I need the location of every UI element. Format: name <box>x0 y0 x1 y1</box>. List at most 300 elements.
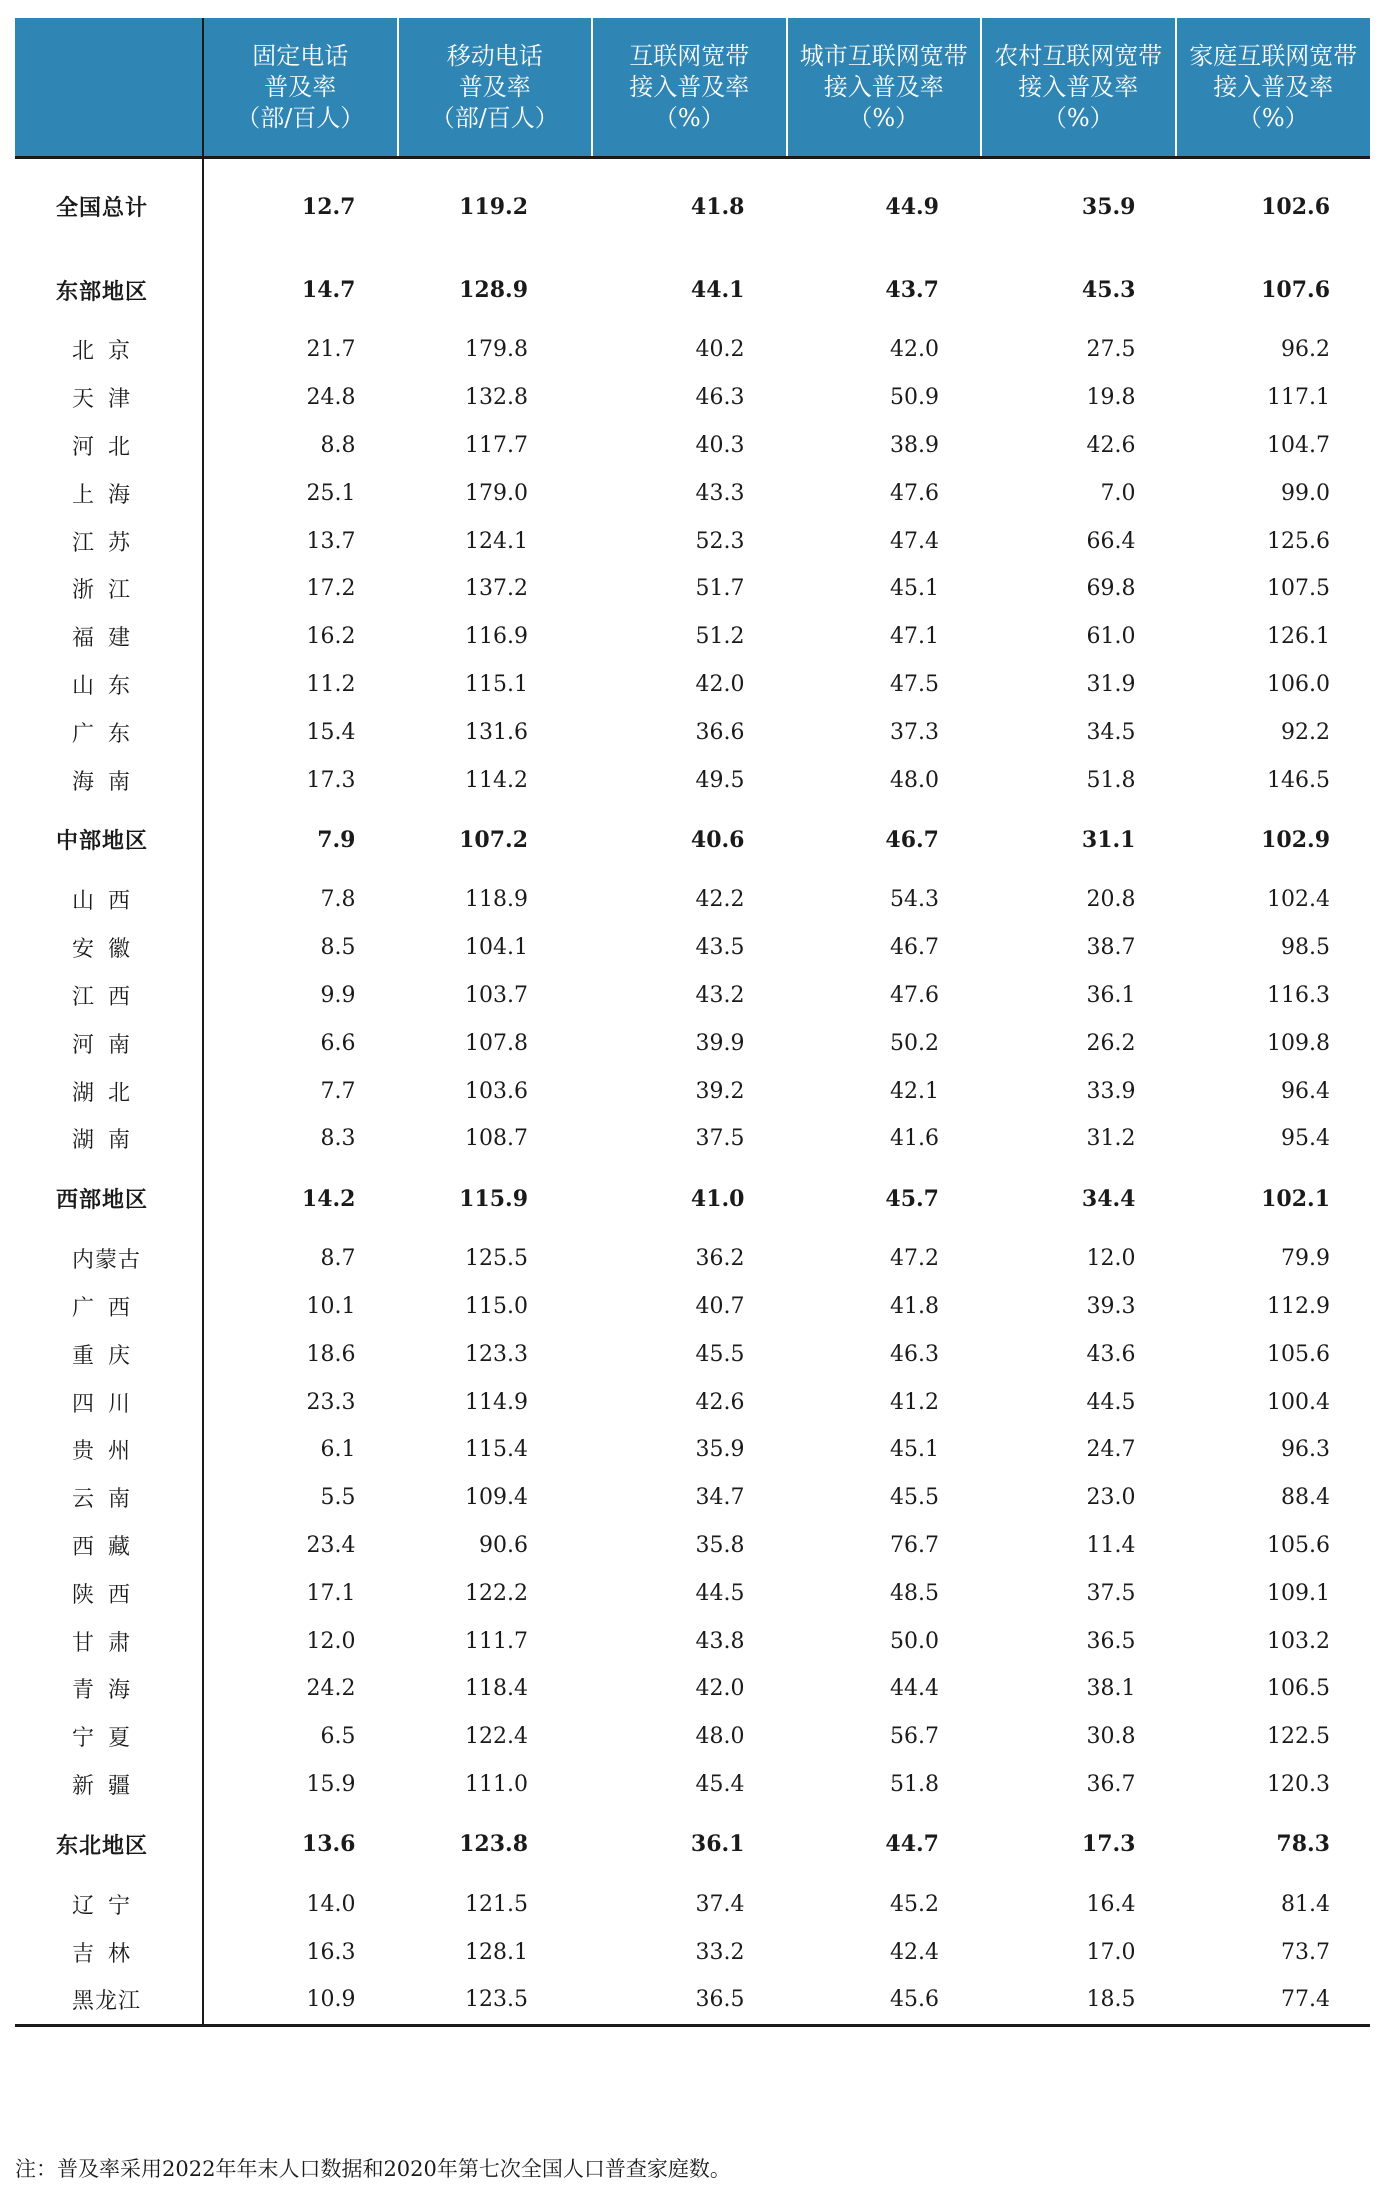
value-cell: 35.9 <box>695 1437 745 1463</box>
value-cell: 132.8 <box>465 385 528 411</box>
value-cell: 38.1 <box>1086 1676 1136 1702</box>
value-cell: 102.4 <box>1267 887 1330 913</box>
value-cell: 103.7 <box>465 982 528 1008</box>
region-name-cell: 贵州 <box>15 1426 203 1474</box>
value-cell: 5.5 <box>320 1485 356 1511</box>
region-name-cell: 陕西 <box>15 1569 203 1617</box>
value-cell: 99.0 <box>1281 480 1330 506</box>
value-cell: 7.8 <box>320 887 356 913</box>
region-name-cell: 广东 <box>15 708 203 756</box>
value-cell: 112.9 <box>1267 1293 1330 1319</box>
header-line: 接入普及率 <box>823 72 944 101</box>
value-cell: 37.3 <box>890 719 939 745</box>
value-cell: 42.4 <box>890 1939 939 1965</box>
value-cell: 37.5 <box>695 1126 745 1152</box>
value-cell: 43.5 <box>695 935 745 961</box>
header-rural-broadband <box>981 18 1176 158</box>
header-line: （部/百人） <box>236 103 365 132</box>
value-cell: 40.7 <box>695 1293 745 1319</box>
value-cell: 6.6 <box>320 1030 356 1056</box>
value-cell: 120.3 <box>1267 1771 1330 1797</box>
value-cell: 77.4 <box>1176 1976 1371 2025</box>
header-line: 普及率 <box>264 72 337 101</box>
value-cell: 36.6 <box>695 719 745 745</box>
value-cell: 102.9 <box>1261 826 1330 853</box>
value-cell: 126.1 <box>1267 624 1330 650</box>
value-cell: 44.5 <box>695 1580 745 1606</box>
region-name-cell: 青海 <box>15 1665 203 1713</box>
value-cell: 116.9 <box>465 624 528 650</box>
value-cell: 52.3 <box>695 528 745 554</box>
province-row <box>15 613 1370 661</box>
header-line: （%） <box>848 103 920 132</box>
province-row <box>15 374 1370 422</box>
value-cell: 33.2 <box>695 1939 745 1965</box>
value-cell: 15.9 <box>306 1771 356 1797</box>
value-cell: 51.8 <box>1086 767 1136 793</box>
header-fixed-phone <box>203 18 398 158</box>
value-cell: 46.3 <box>890 1341 939 1367</box>
header-broadband <box>592 18 787 158</box>
value-cell: 117.1 <box>1267 385 1330 411</box>
value-cell: 61.0 <box>1086 624 1136 650</box>
value-cell: 45.7 <box>885 1185 939 1212</box>
value-cell: 21.7 <box>306 337 356 363</box>
value-cell: 122.5 <box>1267 1724 1330 1750</box>
value-cell: 39.3 <box>1086 1293 1136 1319</box>
value-cell: 23.0 <box>1086 1485 1136 1511</box>
value-cell: 41.8 <box>890 1293 939 1319</box>
value-cell: 39.9 <box>695 1030 745 1056</box>
province-row <box>15 708 1370 756</box>
value-cell: 47.6 <box>890 480 939 506</box>
value-cell: 10.9 <box>203 1976 398 2025</box>
value-cell: 20.8 <box>1086 887 1136 913</box>
value-cell: 41.0 <box>690 1185 745 1212</box>
value-cell: 8.3 <box>320 1126 356 1152</box>
region-name-cell: 辽宁 <box>15 1880 203 1928</box>
value-cell: 115.4 <box>465 1437 528 1463</box>
region-name-cell: 重庆 <box>15 1330 203 1378</box>
value-cell: 111.7 <box>465 1628 528 1654</box>
region-name-cell: 河南 <box>15 1019 203 1067</box>
region-group-row <box>15 1808 1370 1880</box>
value-cell: 117.7 <box>465 432 528 458</box>
province-row <box>15 565 1370 613</box>
value-cell: 115.0 <box>465 1293 528 1319</box>
province-row <box>15 1928 1370 1976</box>
value-cell: 44.7 <box>885 1831 939 1858</box>
value-cell: 36.1 <box>1086 982 1136 1008</box>
value-cell: 51.7 <box>695 576 745 602</box>
province-row <box>15 924 1370 972</box>
region-name-cell: 山东 <box>15 661 203 709</box>
header-row <box>15 18 1370 158</box>
value-cell: 7.0 <box>1100 480 1136 506</box>
value-cell: 119.2 <box>459 193 528 220</box>
value-cell: 109.4 <box>465 1485 528 1511</box>
province-row <box>15 1378 1370 1426</box>
value-cell: 115.9 <box>459 1185 528 1212</box>
value-cell: 12.0 <box>1086 1246 1136 1272</box>
value-cell: 24.8 <box>306 385 356 411</box>
value-cell: 42.0 <box>695 1676 745 1702</box>
value-cell: 45.4 <box>695 1771 745 1797</box>
value-cell: 16.4 <box>1086 1891 1136 1917</box>
header-line: 农村互联网宽带 <box>994 41 1163 70</box>
province-row <box>15 1569 1370 1617</box>
value-cell: 45.1 <box>890 1437 939 1463</box>
value-cell: 17.3 <box>1081 1831 1136 1858</box>
value-cell: 114.9 <box>465 1389 528 1415</box>
province-row <box>15 1235 1370 1283</box>
value-cell: 73.7 <box>1281 1939 1330 1965</box>
region-name-cell: 福建 <box>15 613 203 661</box>
value-cell: 50.9 <box>890 385 939 411</box>
value-cell: 36.5 <box>1086 1628 1136 1654</box>
region-name-cell: 中部地区 <box>15 804 203 876</box>
value-cell: 18.5 <box>981 1976 1176 2025</box>
value-cell: 108.7 <box>465 1126 528 1152</box>
value-cell: 123.8 <box>459 1831 528 1858</box>
value-cell: 12.7 <box>301 193 356 220</box>
value-cell: 76.7 <box>890 1532 939 1558</box>
value-cell: 131.6 <box>465 719 528 745</box>
region-name-cell: 甘肃 <box>15 1617 203 1665</box>
value-cell: 88.4 <box>1281 1485 1330 1511</box>
value-cell: 50.2 <box>890 1030 939 1056</box>
value-cell: 17.3 <box>306 767 356 793</box>
value-cell: 50.0 <box>890 1628 939 1654</box>
value-cell: 25.1 <box>306 480 356 506</box>
value-cell: 106.0 <box>1267 671 1330 697</box>
header-mobile-phone <box>398 18 593 158</box>
province-row <box>15 1761 1370 1809</box>
value-cell: 47.6 <box>890 982 939 1008</box>
value-cell: 45.1 <box>890 576 939 602</box>
value-cell: 7.7 <box>320 1078 356 1104</box>
table-footnote: 注：普及率采用2022年年末人口数据和2020年第七次全国人口普查家庭数。 <box>15 2157 731 2181</box>
value-cell: 104.7 <box>1267 432 1330 458</box>
value-cell: 39.2 <box>695 1078 745 1104</box>
value-cell: 41.8 <box>690 193 745 220</box>
value-cell: 123.5 <box>398 1976 593 2025</box>
value-cell: 24.7 <box>1086 1437 1136 1463</box>
value-cell: 98.5 <box>1281 935 1330 961</box>
value-cell: 114.2 <box>465 767 528 793</box>
value-cell: 36.2 <box>695 1246 745 1272</box>
province-row <box>15 1283 1370 1331</box>
header-line: 家庭互联网宽带 <box>1189 41 1358 70</box>
value-cell: 14.0 <box>306 1891 356 1917</box>
region-name-cell: 宁夏 <box>15 1713 203 1761</box>
table-header <box>15 18 1370 158</box>
region-name-cell: 海南 <box>15 756 203 804</box>
value-cell: 10.1 <box>306 1293 356 1319</box>
region-name-cell: 新疆 <box>15 1761 203 1809</box>
value-cell: 7.9 <box>317 826 356 853</box>
value-cell: 6.5 <box>320 1724 356 1750</box>
header-line: 接入普及率 <box>1213 72 1334 101</box>
value-cell: 35.9 <box>1081 193 1136 220</box>
province-row <box>15 1713 1370 1761</box>
value-cell: 23.4 <box>306 1532 356 1558</box>
value-cell: 42.0 <box>890 337 939 363</box>
value-cell: 122.4 <box>465 1724 528 1750</box>
province-row <box>15 1474 1370 1522</box>
value-cell: 137.2 <box>465 576 528 602</box>
region-name-cell: 云南 <box>15 1474 203 1522</box>
value-cell: 122.2 <box>465 1580 528 1606</box>
value-cell: 79.9 <box>1281 1246 1330 1272</box>
value-cell: 105.6 <box>1267 1532 1330 1558</box>
value-cell: 54.3 <box>890 887 939 913</box>
value-cell: 107.5 <box>1267 576 1330 602</box>
value-cell: 47.5 <box>890 671 939 697</box>
value-cell: 105.6 <box>1267 1341 1330 1367</box>
value-cell: 36.7 <box>1086 1771 1136 1797</box>
value-cell: 104.1 <box>465 935 528 961</box>
value-cell: 51.2 <box>695 624 745 650</box>
value-cell: 8.7 <box>320 1246 356 1272</box>
value-cell: 27.5 <box>1086 337 1136 363</box>
region-group-row <box>15 1163 1370 1235</box>
province-row <box>15 1617 1370 1665</box>
header-line: 互联网宽带 <box>629 41 750 70</box>
value-cell: 45.6 <box>787 1976 982 2025</box>
value-cell: 13.6 <box>301 1831 356 1858</box>
value-cell: 44.4 <box>890 1676 939 1702</box>
value-cell: 12.0 <box>306 1628 356 1654</box>
region-name-cell: 河北 <box>15 422 203 470</box>
province-row <box>15 1115 1370 1163</box>
value-cell: 43.3 <box>695 480 745 506</box>
value-cell: 34.4 <box>1081 1185 1136 1212</box>
region-name-cell: 吉林 <box>15 1928 203 1976</box>
value-cell: 96.4 <box>1281 1078 1330 1104</box>
value-cell: 56.7 <box>890 1724 939 1750</box>
value-cell: 33.9 <box>1086 1078 1136 1104</box>
value-cell: 118.9 <box>465 887 528 913</box>
value-cell: 17.2 <box>306 576 356 602</box>
value-cell: 42.0 <box>695 671 745 697</box>
value-cell: 31.2 <box>1086 1126 1136 1152</box>
value-cell: 40.6 <box>690 826 745 853</box>
region-name-cell: 西部地区 <box>15 1163 203 1235</box>
value-cell: 13.7 <box>306 528 356 554</box>
value-cell: 38.9 <box>890 432 939 458</box>
value-cell: 46.7 <box>885 826 939 853</box>
value-cell: 146.5 <box>1267 767 1330 793</box>
value-cell: 40.3 <box>695 432 745 458</box>
value-cell: 92.2 <box>1281 719 1330 745</box>
province-row <box>15 1019 1370 1067</box>
region-name-cell: 江苏 <box>15 517 203 565</box>
region-name-cell: 山西 <box>15 876 203 924</box>
value-cell: 118.4 <box>465 1676 528 1702</box>
header-line: 普及率 <box>458 72 531 101</box>
region-name-cell: 湖北 <box>15 1067 203 1115</box>
value-cell: 42.6 <box>1086 432 1136 458</box>
value-cell: 116.3 <box>1267 982 1330 1008</box>
value-cell: 179.0 <box>465 480 528 506</box>
value-cell: 16.3 <box>306 1939 356 1965</box>
value-cell: 128.9 <box>459 277 528 303</box>
value-cell: 46.7 <box>890 935 939 961</box>
value-cell: 44.9 <box>885 193 939 220</box>
province-row <box>15 1522 1370 1570</box>
region-name-cell: 北京 <box>15 326 203 374</box>
value-cell: 48.0 <box>890 767 939 793</box>
value-cell: 123.3 <box>465 1341 528 1367</box>
value-cell: 17.0 <box>1086 1939 1136 1965</box>
total-row <box>15 158 1370 255</box>
value-cell: 42.6 <box>695 1389 745 1415</box>
value-cell: 36.1 <box>690 1831 745 1858</box>
value-cell: 23.3 <box>306 1389 356 1415</box>
value-cell: 26.2 <box>1086 1030 1136 1056</box>
value-cell: 38.7 <box>1086 935 1136 961</box>
value-cell: 111.0 <box>465 1771 528 1797</box>
value-cell: 43.8 <box>695 1628 745 1654</box>
value-cell: 49.5 <box>695 767 745 793</box>
value-cell: 30.8 <box>1086 1724 1136 1750</box>
value-cell: 109.1 <box>1267 1580 1330 1606</box>
value-cell: 14.7 <box>301 277 356 303</box>
province-row <box>15 1665 1370 1713</box>
value-cell: 42.2 <box>695 887 745 913</box>
value-cell: 18.6 <box>306 1341 356 1367</box>
value-cell: 48.5 <box>890 1580 939 1606</box>
value-cell: 37.5 <box>1086 1580 1136 1606</box>
value-cell: 90.6 <box>479 1532 528 1558</box>
value-cell: 35.8 <box>695 1532 745 1558</box>
value-cell: 45.2 <box>890 1891 939 1917</box>
value-cell: 103.6 <box>465 1078 528 1104</box>
value-cell: 8.5 <box>320 935 356 961</box>
province-row <box>15 326 1370 374</box>
header-line: 接入普及率 <box>1018 72 1139 101</box>
value-cell: 81.4 <box>1281 1891 1330 1917</box>
value-cell: 45.3 <box>1081 277 1136 303</box>
value-cell: 11.2 <box>306 671 356 697</box>
value-cell: 43.2 <box>695 982 745 1008</box>
region-name-cell: 安徽 <box>15 924 203 972</box>
header-line: 固定电话 <box>252 41 349 70</box>
value-cell: 69.8 <box>1086 576 1136 602</box>
region-name-cell: 湖南 <box>15 1115 203 1163</box>
value-cell: 66.4 <box>1086 528 1136 554</box>
value-cell: 34.5 <box>1086 719 1136 745</box>
province-row <box>15 756 1370 804</box>
value-cell: 31.9 <box>1086 671 1136 697</box>
value-cell: 17.1 <box>306 1580 356 1606</box>
value-cell: 125.5 <box>465 1246 528 1272</box>
region-name-cell: 四川 <box>15 1378 203 1426</box>
value-cell: 107.8 <box>465 1030 528 1056</box>
region-name-cell: 浙江 <box>15 565 203 613</box>
region-name-cell: 江西 <box>15 972 203 1020</box>
value-cell: 34.7 <box>695 1485 745 1511</box>
value-cell: 45.5 <box>695 1341 745 1367</box>
province-row <box>15 876 1370 924</box>
value-cell: 109.8 <box>1267 1030 1330 1056</box>
value-cell: 9.9 <box>320 982 356 1008</box>
value-cell: 51.8 <box>890 1771 939 1797</box>
province-row <box>15 1330 1370 1378</box>
value-cell: 96.3 <box>1281 1437 1330 1463</box>
value-cell: 44.1 <box>690 277 745 303</box>
province-row <box>15 1426 1370 1474</box>
value-cell: 41.2 <box>890 1389 939 1415</box>
value-cell: 106.5 <box>1267 1676 1330 1702</box>
region-name-cell: 东北地区 <box>15 1808 203 1880</box>
value-cell: 15.4 <box>306 719 356 745</box>
value-cell: 36.5 <box>592 1976 787 2025</box>
value-cell: 42.1 <box>890 1078 939 1104</box>
region-name-cell: 东部地区 <box>15 254 203 326</box>
value-cell: 44.5 <box>1086 1389 1136 1415</box>
value-cell: 47.2 <box>890 1246 939 1272</box>
region-name-cell: 上海 <box>15 469 203 517</box>
province-row <box>15 972 1370 1020</box>
value-cell: 102.1 <box>1261 1185 1330 1212</box>
table-body <box>15 158 1370 2026</box>
header-region-cell <box>15 18 203 158</box>
value-cell: 31.1 <box>1081 826 1136 853</box>
telecom-penetration-table-sheet <box>15 18 1370 2027</box>
value-cell: 128.1 <box>465 1939 528 1965</box>
value-cell: 125.6 <box>1267 528 1330 554</box>
region-name-cell: 黑龙江 <box>15 1976 203 2025</box>
penetration-rate-table <box>15 18 1370 2027</box>
region-group-row <box>15 804 1370 876</box>
region-name-cell: 广西 <box>15 1283 203 1331</box>
header-line: （%） <box>1042 103 1114 132</box>
header-household-broadband <box>1176 18 1371 158</box>
region-name-cell: 内蒙古 <box>15 1235 203 1283</box>
value-cell: 46.3 <box>695 385 745 411</box>
value-cell: 115.1 <box>465 671 528 697</box>
value-cell: 47.4 <box>890 528 939 554</box>
value-cell: 6.1 <box>320 1437 356 1463</box>
value-cell: 45.5 <box>890 1485 939 1511</box>
province-row <box>15 661 1370 709</box>
value-cell: 107.2 <box>459 826 528 853</box>
value-cell: 124.1 <box>465 528 528 554</box>
province-row <box>15 1880 1370 1928</box>
value-cell: 121.5 <box>465 1891 528 1917</box>
value-cell: 179.8 <box>465 337 528 363</box>
value-cell: 37.4 <box>695 1891 745 1917</box>
header-line: 城市互联网宽带 <box>799 41 968 70</box>
province-row <box>15 469 1370 517</box>
province-row <box>15 1067 1370 1115</box>
province-row <box>15 1976 1370 2025</box>
header-line: （部/百人） <box>430 103 559 132</box>
header-line: （%） <box>653 103 725 132</box>
value-cell: 14.2 <box>301 1185 356 1212</box>
value-cell: 47.1 <box>890 624 939 650</box>
value-cell: 43.6 <box>1086 1341 1136 1367</box>
value-cell: 100.4 <box>1267 1389 1330 1415</box>
value-cell: 103.2 <box>1267 1628 1330 1654</box>
value-cell: 95.4 <box>1281 1126 1330 1152</box>
value-cell: 107.6 <box>1261 277 1330 303</box>
region-name-cell: 西藏 <box>15 1522 203 1570</box>
value-cell: 43.7 <box>885 277 939 303</box>
value-cell: 19.8 <box>1086 385 1136 411</box>
